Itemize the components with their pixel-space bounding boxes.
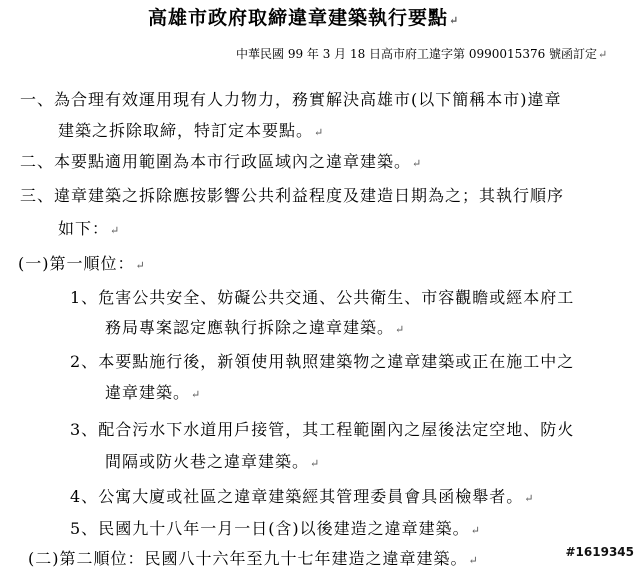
item-1-line-2: 建築之拆除取締，特訂定本要點。↵ — [58, 121, 324, 140]
document-title: 高雄市政府取締違章建築執行要點↵ — [148, 7, 459, 29]
subsection-1-label: (一)第一順位：↵ — [18, 254, 145, 273]
subsection-1-entry-3-line-2: 間隔或防火巷之違章建築。↵ — [105, 452, 320, 471]
subsection-1-entry-1-line-1: 1、危害公共安全、妨礙公共交通、公共衛生、市容觀瞻或經本府工 — [70, 288, 575, 307]
item-3-line-2: 如下：↵ — [58, 219, 120, 238]
item-2: 二、本要點適用範圍為本市行政區域內之違章建築。↵ — [20, 152, 422, 171]
subsection-1-entry-5: 5、民國九十八年一月一日(含)以後建造之違章建築。↵ — [70, 519, 480, 538]
subsection-1-entry-2-line-2: 違章建築。↵ — [105, 383, 201, 402]
decree-reference: 中華民國 99 年 3 月 18 日高市府工違字第 0990015376 號函訂定↵ — [236, 47, 608, 61]
image-id-watermark: #1619345 — [565, 545, 634, 559]
subsection-1-entry-4: 4、公寓大廈或社區之違章建築經其管理委員會具函檢舉者。↵ — [70, 487, 534, 506]
subsection-1-entry-2-line-1: 2、本要點施行後，新領使用執照建築物之違章建築或正在施工中之 — [70, 352, 575, 371]
subsection-1-entry-3-line-1: 3、配合污水下水道用戶接管，其工程範圍內之屋後法定空地、防火 — [70, 420, 575, 439]
subsection-2: (二)第二順位：民國八十六年至九十七年建造之違章建築。↵ — [28, 549, 478, 568]
item-3-line-1: 三、違章建築之拆除應按影響公共利益程度及建造日期為之；其執行順序 — [20, 186, 565, 205]
subsection-1-entry-1-line-2: 務局專案認定應執行拆除之違章建築。↵ — [105, 318, 405, 337]
item-1-line-1: 一、為合理有效運用現有人力物力，務實解決高雄市(以下簡稱本市)違章 — [20, 90, 562, 109]
